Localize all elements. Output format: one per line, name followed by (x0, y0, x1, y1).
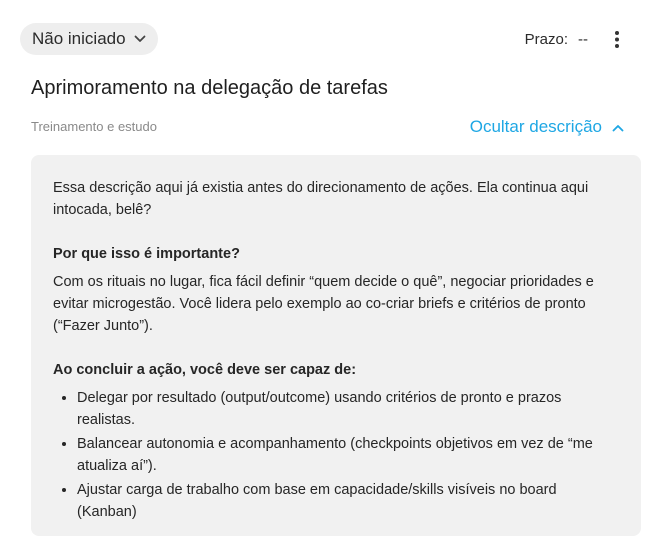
why-heading: Por que isso é importante? (53, 246, 240, 262)
deadline-value: -- (578, 31, 588, 48)
chevron-up-icon (612, 117, 624, 137)
hide-description-label: Ocultar descrição (469, 117, 602, 136)
chevron-down-icon (134, 35, 146, 43)
outcome-item: • Ajustar carga de trabalho com base em capacidade/skills visíveis no board (Kanban) (77, 479, 617, 523)
deadline (525, 31, 588, 48)
outcomes-list (53, 387, 617, 523)
deadline-label: Prazo: (524, 31, 568, 48)
description-intro: Essa descrição aqui já existia antes do direcionamento de ações. Ela continua aqui intocada, belê? (53, 180, 589, 218)
more-vertical-icon (612, 27, 622, 51)
task-title: Aprimoramento na delegação de tarefas (31, 77, 388, 99)
more-options-button[interactable] (612, 27, 622, 51)
outcome-item: • Delegar por resultado (output/outcome) usando critérios de pronto e prazos realistas. (77, 387, 617, 431)
task-category: Treinamento e estudo (31, 119, 157, 134)
outcomes-heading: Ao concluir a ação, você deve ser capaz de: (53, 362, 357, 378)
status-dropdown[interactable] (20, 23, 158, 55)
status-label: Não iniciado (32, 29, 126, 48)
hide-description-button[interactable] (470, 117, 624, 137)
why-text: Com os rituais no lugar, fica fácil definir “quem decide o quê”, negociar prioridades e evitar microgestão. Você lidera pelo exemplo ao co-criar briefs e critérios de pronto (“Fazer Junto”). (53, 274, 594, 334)
description-panel (31, 155, 641, 536)
outcome-item: • Balancear autonomia e acompanhamento (checkpoints objetivos em vez de “me atualiza aí”). (77, 433, 617, 477)
